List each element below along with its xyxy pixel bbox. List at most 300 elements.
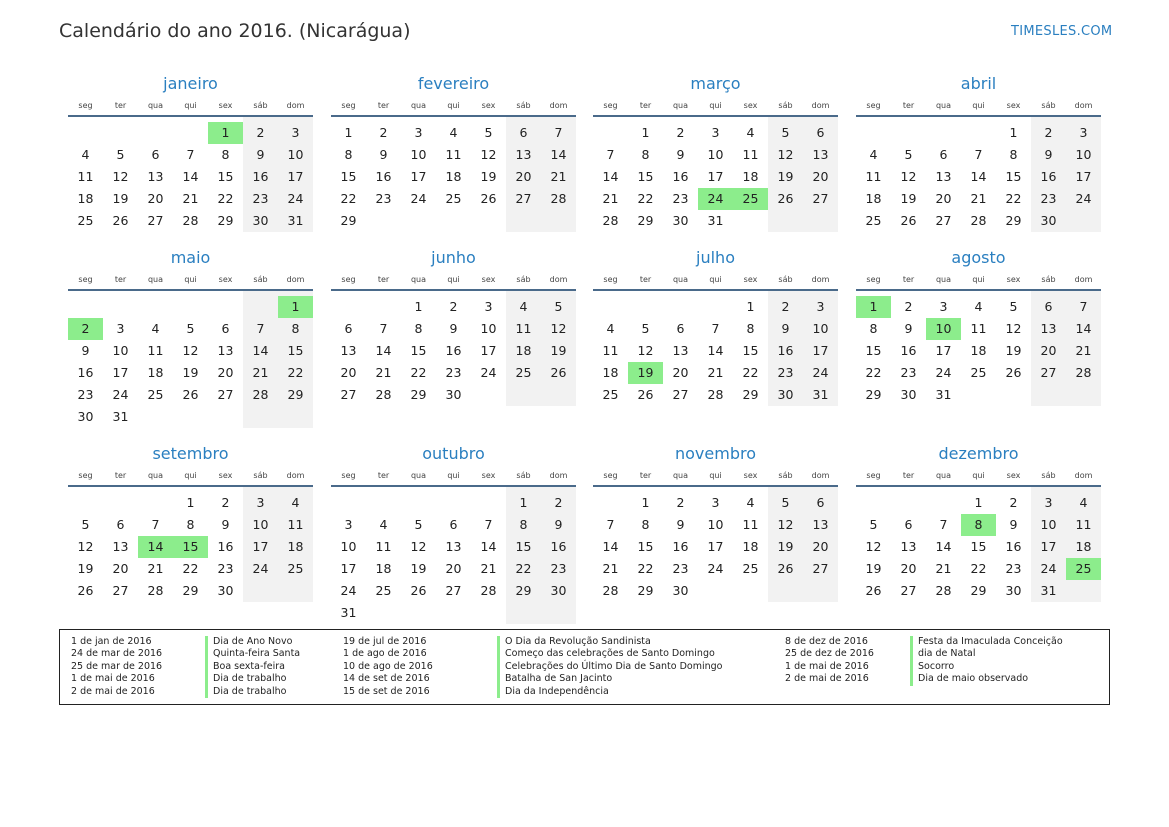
- calendar-day[interactable]: 21: [550, 169, 567, 184]
- calendar-day[interactable]: 31: [935, 387, 952, 402]
- calendar-day[interactable]: 21: [147, 561, 164, 576]
- calendar-day[interactable]: 16: [900, 343, 917, 358]
- calendar-day[interactable]: 13: [147, 169, 164, 184]
- calendar-day[interactable]: 5: [186, 321, 195, 336]
- calendar-day[interactable]: 14: [970, 169, 987, 184]
- calendar-day[interactable]: 1: [414, 299, 423, 314]
- calendar-day[interactable]: 7: [606, 517, 615, 532]
- calendar-day[interactable]: 15: [287, 343, 304, 358]
- calendar-day[interactable]: 13: [672, 343, 689, 358]
- calendar-day[interactable]: 20: [217, 365, 234, 380]
- calendar-day[interactable]: 15: [865, 343, 882, 358]
- calendar-day[interactable]: 20: [1040, 343, 1057, 358]
- calendar-day[interactable]: 12: [1005, 321, 1022, 336]
- calendar-day[interactable]: 29: [637, 213, 654, 228]
- calendar-day[interactable]: 3: [116, 321, 125, 336]
- calendar-day[interactable]: 28: [602, 213, 619, 228]
- calendar-day[interactable]: 30: [445, 387, 462, 402]
- calendar-day[interactable]: 15: [410, 343, 427, 358]
- calendar-day[interactable]: 2: [1009, 495, 1018, 510]
- calendar-day[interactable]: 22: [637, 561, 654, 576]
- calendar-day[interactable]: 10: [340, 539, 357, 554]
- calendar-day[interactable]: 18: [77, 191, 94, 206]
- calendar-day[interactable]: 9: [676, 147, 685, 162]
- calendar-day[interactable]: 18: [602, 365, 619, 380]
- calendar-day[interactable]: 17: [1040, 539, 1057, 554]
- calendar-day[interactable]: 17: [707, 169, 724, 184]
- calendar-day[interactable]: 18: [375, 561, 392, 576]
- calendar-day[interactable]: 6: [151, 147, 160, 162]
- calendar-day[interactable]: 24: [707, 561, 724, 576]
- calendar-day[interactable]: 2: [904, 299, 913, 314]
- calendar-day[interactable]: 25: [602, 387, 619, 402]
- holiday-day[interactable]: 1: [208, 122, 243, 144]
- calendar-day[interactable]: 19: [900, 191, 917, 206]
- calendar-day[interactable]: 26: [865, 583, 882, 598]
- calendar-day[interactable]: 19: [777, 169, 794, 184]
- calendar-day[interactable]: 13: [935, 169, 952, 184]
- calendar-day[interactable]: 29: [182, 583, 199, 598]
- calendar-day[interactable]: 27: [112, 583, 129, 598]
- calendar-day[interactable]: 6: [221, 321, 230, 336]
- calendar-day[interactable]: 25: [287, 561, 304, 576]
- calendar-day[interactable]: 25: [375, 583, 392, 598]
- calendar-day[interactable]: 17: [480, 343, 497, 358]
- calendar-day[interactable]: 24: [340, 583, 357, 598]
- calendar-day[interactable]: 16: [1040, 169, 1057, 184]
- calendar-day[interactable]: 11: [515, 321, 532, 336]
- calendar-day[interactable]: 2: [554, 495, 563, 510]
- calendar-day[interactable]: 21: [602, 191, 619, 206]
- calendar-day[interactable]: 17: [252, 539, 269, 554]
- calendar-day[interactable]: 31: [112, 409, 129, 424]
- calendar-day[interactable]: 17: [410, 169, 427, 184]
- calendar-day[interactable]: 13: [812, 147, 829, 162]
- calendar-day[interactable]: 30: [672, 213, 689, 228]
- calendar-day[interactable]: 20: [340, 365, 357, 380]
- calendar-day[interactable]: 5: [904, 147, 913, 162]
- holiday-day[interactable]: 2: [68, 318, 103, 340]
- calendar-day[interactable]: 12: [900, 169, 917, 184]
- calendar-day[interactable]: 10: [112, 343, 129, 358]
- calendar-day[interactable]: 12: [637, 343, 654, 358]
- calendar-day[interactable]: 1: [746, 299, 755, 314]
- calendar-day[interactable]: 20: [812, 169, 829, 184]
- calendar-day[interactable]: 8: [221, 147, 230, 162]
- calendar-day[interactable]: 28: [252, 387, 269, 402]
- calendar-day[interactable]: 3: [344, 517, 353, 532]
- calendar-day[interactable]: 12: [112, 169, 129, 184]
- calendar-day[interactable]: 21: [480, 561, 497, 576]
- calendar-day[interactable]: 8: [186, 517, 195, 532]
- calendar-day[interactable]: 2: [676, 125, 685, 140]
- calendar-day[interactable]: 4: [449, 125, 458, 140]
- calendar-day[interactable]: 10: [1075, 147, 1092, 162]
- calendar-day[interactable]: 26: [77, 583, 94, 598]
- calendar-day[interactable]: 23: [672, 191, 689, 206]
- calendar-day[interactable]: 23: [252, 191, 269, 206]
- calendar-day[interactable]: 22: [637, 191, 654, 206]
- calendar-day[interactable]: 26: [777, 561, 794, 576]
- holiday-day[interactable]: 1: [278, 296, 313, 318]
- calendar-day[interactable]: 9: [1044, 147, 1053, 162]
- calendar-day[interactable]: 26: [900, 213, 917, 228]
- calendar-day[interactable]: 11: [742, 147, 759, 162]
- calendar-day[interactable]: 30: [1040, 213, 1057, 228]
- calendar-day[interactable]: 3: [711, 495, 720, 510]
- calendar-day[interactable]: 13: [445, 539, 462, 554]
- calendar-day[interactable]: 24: [112, 387, 129, 402]
- calendar-day[interactable]: 30: [550, 583, 567, 598]
- calendar-day[interactable]: 23: [445, 365, 462, 380]
- calendar-day[interactable]: 28: [182, 213, 199, 228]
- calendar-day[interactable]: 16: [672, 169, 689, 184]
- calendar-day[interactable]: 21: [375, 365, 392, 380]
- calendar-day[interactable]: 2: [256, 125, 265, 140]
- calendar-day[interactable]: 1: [519, 495, 528, 510]
- calendar-day[interactable]: 3: [484, 299, 493, 314]
- calendar-day[interactable]: 8: [746, 321, 755, 336]
- calendar-day[interactable]: 29: [217, 213, 234, 228]
- calendar-day[interactable]: 13: [112, 539, 129, 554]
- calendar-day[interactable]: 25: [445, 191, 462, 206]
- calendar-day[interactable]: 5: [484, 125, 493, 140]
- calendar-day[interactable]: 13: [1040, 321, 1057, 336]
- calendar-day[interactable]: 27: [935, 213, 952, 228]
- calendar-day[interactable]: 15: [637, 169, 654, 184]
- calendar-day[interactable]: 18: [970, 343, 987, 358]
- calendar-day[interactable]: 9: [81, 343, 90, 358]
- calendar-day[interactable]: 27: [672, 387, 689, 402]
- calendar-day[interactable]: 9: [554, 517, 563, 532]
- calendar-day[interactable]: 15: [340, 169, 357, 184]
- calendar-day[interactable]: 9: [781, 321, 790, 336]
- calendar-day[interactable]: 29: [1005, 213, 1022, 228]
- calendar-day[interactable]: 29: [865, 387, 882, 402]
- calendar-day[interactable]: 5: [641, 321, 650, 336]
- calendar-day[interactable]: 21: [252, 365, 269, 380]
- calendar-day[interactable]: 22: [410, 365, 427, 380]
- calendar-day[interactable]: 29: [742, 387, 759, 402]
- calendar-day[interactable]: 21: [970, 191, 987, 206]
- holiday-day[interactable]: 15: [173, 536, 208, 558]
- calendar-day[interactable]: 31: [1040, 583, 1057, 598]
- calendar-day[interactable]: 16: [252, 169, 269, 184]
- calendar-day[interactable]: 25: [147, 387, 164, 402]
- calendar-day[interactable]: 14: [935, 539, 952, 554]
- calendar-day[interactable]: 19: [865, 561, 882, 576]
- calendar-day[interactable]: 23: [550, 561, 567, 576]
- calendar-day[interactable]: 23: [217, 561, 234, 576]
- calendar-day[interactable]: 3: [256, 495, 265, 510]
- calendar-day[interactable]: 24: [287, 191, 304, 206]
- calendar-day[interactable]: 10: [252, 517, 269, 532]
- calendar-day[interactable]: 1: [641, 495, 650, 510]
- calendar-day[interactable]: 9: [1009, 517, 1018, 532]
- calendar-day[interactable]: 16: [77, 365, 94, 380]
- calendar-day[interactable]: 7: [484, 517, 493, 532]
- calendar-day[interactable]: 19: [777, 539, 794, 554]
- calendar-day[interactable]: 9: [676, 517, 685, 532]
- calendar-day[interactable]: 1: [1009, 125, 1018, 140]
- calendar-day[interactable]: 19: [182, 365, 199, 380]
- calendar-day[interactable]: 26: [480, 191, 497, 206]
- calendar-day[interactable]: 27: [147, 213, 164, 228]
- calendar-day[interactable]: 14: [182, 169, 199, 184]
- calendar-day[interactable]: 19: [112, 191, 129, 206]
- calendar-day[interactable]: 4: [291, 495, 300, 510]
- calendar-day[interactable]: 16: [777, 343, 794, 358]
- calendar-day[interactable]: 24: [252, 561, 269, 576]
- calendar-day[interactable]: 22: [340, 191, 357, 206]
- calendar-day[interactable]: 18: [1075, 539, 1092, 554]
- calendar-day[interactable]: 4: [151, 321, 160, 336]
- calendar-day[interactable]: 21: [182, 191, 199, 206]
- calendar-day[interactable]: 14: [480, 539, 497, 554]
- calendar-day[interactable]: 16: [672, 539, 689, 554]
- calendar-day[interactable]: 1: [641, 125, 650, 140]
- calendar-day[interactable]: 6: [904, 517, 913, 532]
- calendar-day[interactable]: 7: [974, 147, 983, 162]
- calendar-day[interactable]: 13: [515, 147, 532, 162]
- calendar-day[interactable]: 25: [865, 213, 882, 228]
- calendar-day[interactable]: 6: [816, 125, 825, 140]
- calendar-day[interactable]: 22: [515, 561, 532, 576]
- calendar-day[interactable]: 24: [812, 365, 829, 380]
- calendar-day[interactable]: 8: [1009, 147, 1018, 162]
- calendar-day[interactable]: 31: [812, 387, 829, 402]
- calendar-day[interactable]: 4: [974, 299, 983, 314]
- calendar-day[interactable]: 2: [781, 299, 790, 314]
- calendar-day[interactable]: 24: [1040, 561, 1057, 576]
- calendar-day[interactable]: 13: [217, 343, 234, 358]
- calendar-day[interactable]: 22: [287, 365, 304, 380]
- calendar-day[interactable]: 22: [1005, 191, 1022, 206]
- calendar-day[interactable]: 2: [1044, 125, 1053, 140]
- calendar-day[interactable]: 15: [742, 343, 759, 358]
- calendar-day[interactable]: 15: [515, 539, 532, 554]
- calendar-day[interactable]: 3: [1079, 125, 1088, 140]
- calendar-day[interactable]: 12: [410, 539, 427, 554]
- calendar-day[interactable]: 23: [375, 191, 392, 206]
- calendar-day[interactable]: 4: [1079, 495, 1088, 510]
- holiday-day[interactable]: 25: [733, 188, 768, 210]
- calendar-day[interactable]: 13: [812, 517, 829, 532]
- calendar-day[interactable]: 21: [707, 365, 724, 380]
- calendar-day[interactable]: 14: [252, 343, 269, 358]
- calendar-day[interactable]: 18: [287, 539, 304, 554]
- calendar-day[interactable]: 25: [742, 561, 759, 576]
- calendar-day[interactable]: 11: [602, 343, 619, 358]
- calendar-day[interactable]: 2: [676, 495, 685, 510]
- calendar-day[interactable]: 23: [1005, 561, 1022, 576]
- calendar-day[interactable]: 12: [77, 539, 94, 554]
- calendar-day[interactable]: 21: [1075, 343, 1092, 358]
- calendar-day[interactable]: 14: [602, 169, 619, 184]
- calendar-day[interactable]: 11: [865, 169, 882, 184]
- calendar-day[interactable]: 23: [777, 365, 794, 380]
- calendar-day[interactable]: 23: [1040, 191, 1057, 206]
- calendar-day[interactable]: 13: [900, 539, 917, 554]
- calendar-day[interactable]: 9: [449, 321, 458, 336]
- calendar-day[interactable]: 4: [606, 321, 615, 336]
- calendar-day[interactable]: 31: [340, 605, 357, 620]
- calendar-day[interactable]: 17: [287, 169, 304, 184]
- calendar-day[interactable]: 5: [1009, 299, 1018, 314]
- calendar-day[interactable]: 7: [186, 147, 195, 162]
- calendar-day[interactable]: 7: [939, 517, 948, 532]
- calendar-day[interactable]: 7: [554, 125, 563, 140]
- calendar-day[interactable]: 11: [1075, 517, 1092, 532]
- calendar-day[interactable]: 30: [77, 409, 94, 424]
- holiday-day[interactable]: 10: [926, 318, 961, 340]
- calendar-day[interactable]: 28: [480, 583, 497, 598]
- calendar-day[interactable]: 7: [379, 321, 388, 336]
- calendar-day[interactable]: 30: [217, 583, 234, 598]
- calendar-day[interactable]: 27: [217, 387, 234, 402]
- calendar-day[interactable]: 29: [287, 387, 304, 402]
- calendar-day[interactable]: 7: [606, 147, 615, 162]
- calendar-day[interactable]: 20: [812, 539, 829, 554]
- calendar-day[interactable]: 8: [641, 147, 650, 162]
- calendar-day[interactable]: 18: [147, 365, 164, 380]
- calendar-day[interactable]: 27: [812, 561, 829, 576]
- calendar-day[interactable]: 10: [707, 517, 724, 532]
- calendar-day[interactable]: 8: [414, 321, 423, 336]
- calendar-day[interactable]: 2: [379, 125, 388, 140]
- calendar-day[interactable]: 28: [550, 191, 567, 206]
- calendar-day[interactable]: 22: [970, 561, 987, 576]
- calendar-day[interactable]: 26: [112, 213, 129, 228]
- calendar-day[interactable]: 16: [217, 539, 234, 554]
- calendar-day[interactable]: 23: [672, 561, 689, 576]
- calendar-day[interactable]: 8: [291, 321, 300, 336]
- calendar-day[interactable]: 12: [777, 147, 794, 162]
- calendar-day[interactable]: 8: [869, 321, 878, 336]
- calendar-day[interactable]: 4: [869, 147, 878, 162]
- calendar-day[interactable]: 10: [410, 147, 427, 162]
- calendar-day[interactable]: 23: [900, 365, 917, 380]
- calendar-day[interactable]: 4: [746, 125, 755, 140]
- calendar-day[interactable]: 3: [816, 299, 825, 314]
- calendar-day[interactable]: 20: [672, 365, 689, 380]
- calendar-day[interactable]: 11: [375, 539, 392, 554]
- calendar-day[interactable]: 5: [781, 125, 790, 140]
- calendar-day[interactable]: 3: [711, 125, 720, 140]
- calendar-day[interactable]: 5: [554, 299, 563, 314]
- calendar-day[interactable]: 3: [291, 125, 300, 140]
- calendar-day[interactable]: 1: [186, 495, 195, 510]
- calendar-day[interactable]: 28: [375, 387, 392, 402]
- calendar-day[interactable]: 31: [707, 213, 724, 228]
- calendar-day[interactable]: 9: [379, 147, 388, 162]
- calendar-day[interactable]: 15: [217, 169, 234, 184]
- calendar-day[interactable]: 28: [602, 583, 619, 598]
- calendar-day[interactable]: 5: [414, 517, 423, 532]
- holiday-day[interactable]: 25: [1066, 558, 1101, 580]
- calendar-day[interactable]: 20: [515, 169, 532, 184]
- calendar-day[interactable]: 6: [449, 517, 458, 532]
- calendar-day[interactable]: 10: [480, 321, 497, 336]
- calendar-day[interactable]: 6: [344, 321, 353, 336]
- calendar-day[interactable]: 7: [1079, 299, 1088, 314]
- calendar-day[interactable]: 26: [410, 583, 427, 598]
- calendar-day[interactable]: 18: [445, 169, 462, 184]
- calendar-day[interactable]: 11: [147, 343, 164, 358]
- calendar-day[interactable]: 7: [151, 517, 160, 532]
- calendar-day[interactable]: 4: [81, 147, 90, 162]
- calendar-day[interactable]: 5: [869, 517, 878, 532]
- calendar-day[interactable]: 8: [641, 517, 650, 532]
- calendar-day[interactable]: 8: [519, 517, 528, 532]
- calendar-day[interactable]: 30: [1005, 583, 1022, 598]
- calendar-day[interactable]: 26: [550, 365, 567, 380]
- calendar-day[interactable]: 29: [970, 583, 987, 598]
- calendar-day[interactable]: 10: [812, 321, 829, 336]
- calendar-day[interactable]: 13: [340, 343, 357, 358]
- calendar-day[interactable]: 26: [777, 191, 794, 206]
- calendar-day[interactable]: 14: [1075, 321, 1092, 336]
- calendar-day[interactable]: 8: [344, 147, 353, 162]
- holiday-day[interactable]: 24: [698, 188, 733, 210]
- calendar-day[interactable]: 11: [970, 321, 987, 336]
- calendar-day[interactable]: 6: [116, 517, 125, 532]
- calendar-day[interactable]: 7: [256, 321, 265, 336]
- holiday-day[interactable]: 8: [961, 514, 996, 536]
- calendar-day[interactable]: 19: [1005, 343, 1022, 358]
- calendar-day[interactable]: 1: [344, 125, 353, 140]
- calendar-day[interactable]: 30: [777, 387, 794, 402]
- calendar-day[interactable]: 10: [707, 147, 724, 162]
- calendar-day[interactable]: 22: [182, 561, 199, 576]
- calendar-day[interactable]: 11: [287, 517, 304, 532]
- calendar-day[interactable]: 12: [550, 321, 567, 336]
- calendar-day[interactable]: 18: [515, 343, 532, 358]
- calendar-day[interactable]: 30: [672, 583, 689, 598]
- calendar-day[interactable]: 27: [900, 583, 917, 598]
- calendar-day[interactable]: 26: [182, 387, 199, 402]
- calendar-day[interactable]: 28: [935, 583, 952, 598]
- calendar-day[interactable]: 28: [1075, 365, 1092, 380]
- holiday-day[interactable]: 14: [138, 536, 173, 558]
- calendar-day[interactable]: 24: [935, 365, 952, 380]
- calendar-day[interactable]: 6: [816, 495, 825, 510]
- calendar-day[interactable]: 29: [410, 387, 427, 402]
- calendar-day[interactable]: 27: [515, 191, 532, 206]
- calendar-day[interactable]: 30: [252, 213, 269, 228]
- calendar-day[interactable]: 19: [410, 561, 427, 576]
- calendar-day[interactable]: 5: [116, 147, 125, 162]
- calendar-day[interactable]: 11: [77, 169, 94, 184]
- holiday-day[interactable]: 19: [628, 362, 663, 384]
- calendar-day[interactable]: 20: [147, 191, 164, 206]
- calendar-day[interactable]: 12: [777, 517, 794, 532]
- calendar-day[interactable]: 20: [900, 561, 917, 576]
- calendar-day[interactable]: 12: [182, 343, 199, 358]
- calendar-day[interactable]: 10: [1040, 517, 1057, 532]
- calendar-day[interactable]: 22: [217, 191, 234, 206]
- calendar-day[interactable]: 21: [602, 561, 619, 576]
- calendar-day[interactable]: 28: [970, 213, 987, 228]
- calendar-day[interactable]: 9: [904, 321, 913, 336]
- calendar-day[interactable]: 16: [375, 169, 392, 184]
- calendar-day[interactable]: 5: [81, 517, 90, 532]
- calendar-day[interactable]: 2: [221, 495, 230, 510]
- calendar-day[interactable]: 24: [480, 365, 497, 380]
- calendar-day[interactable]: 29: [637, 583, 654, 598]
- calendar-day[interactable]: 27: [1040, 365, 1057, 380]
- calendar-day[interactable]: 17: [340, 561, 357, 576]
